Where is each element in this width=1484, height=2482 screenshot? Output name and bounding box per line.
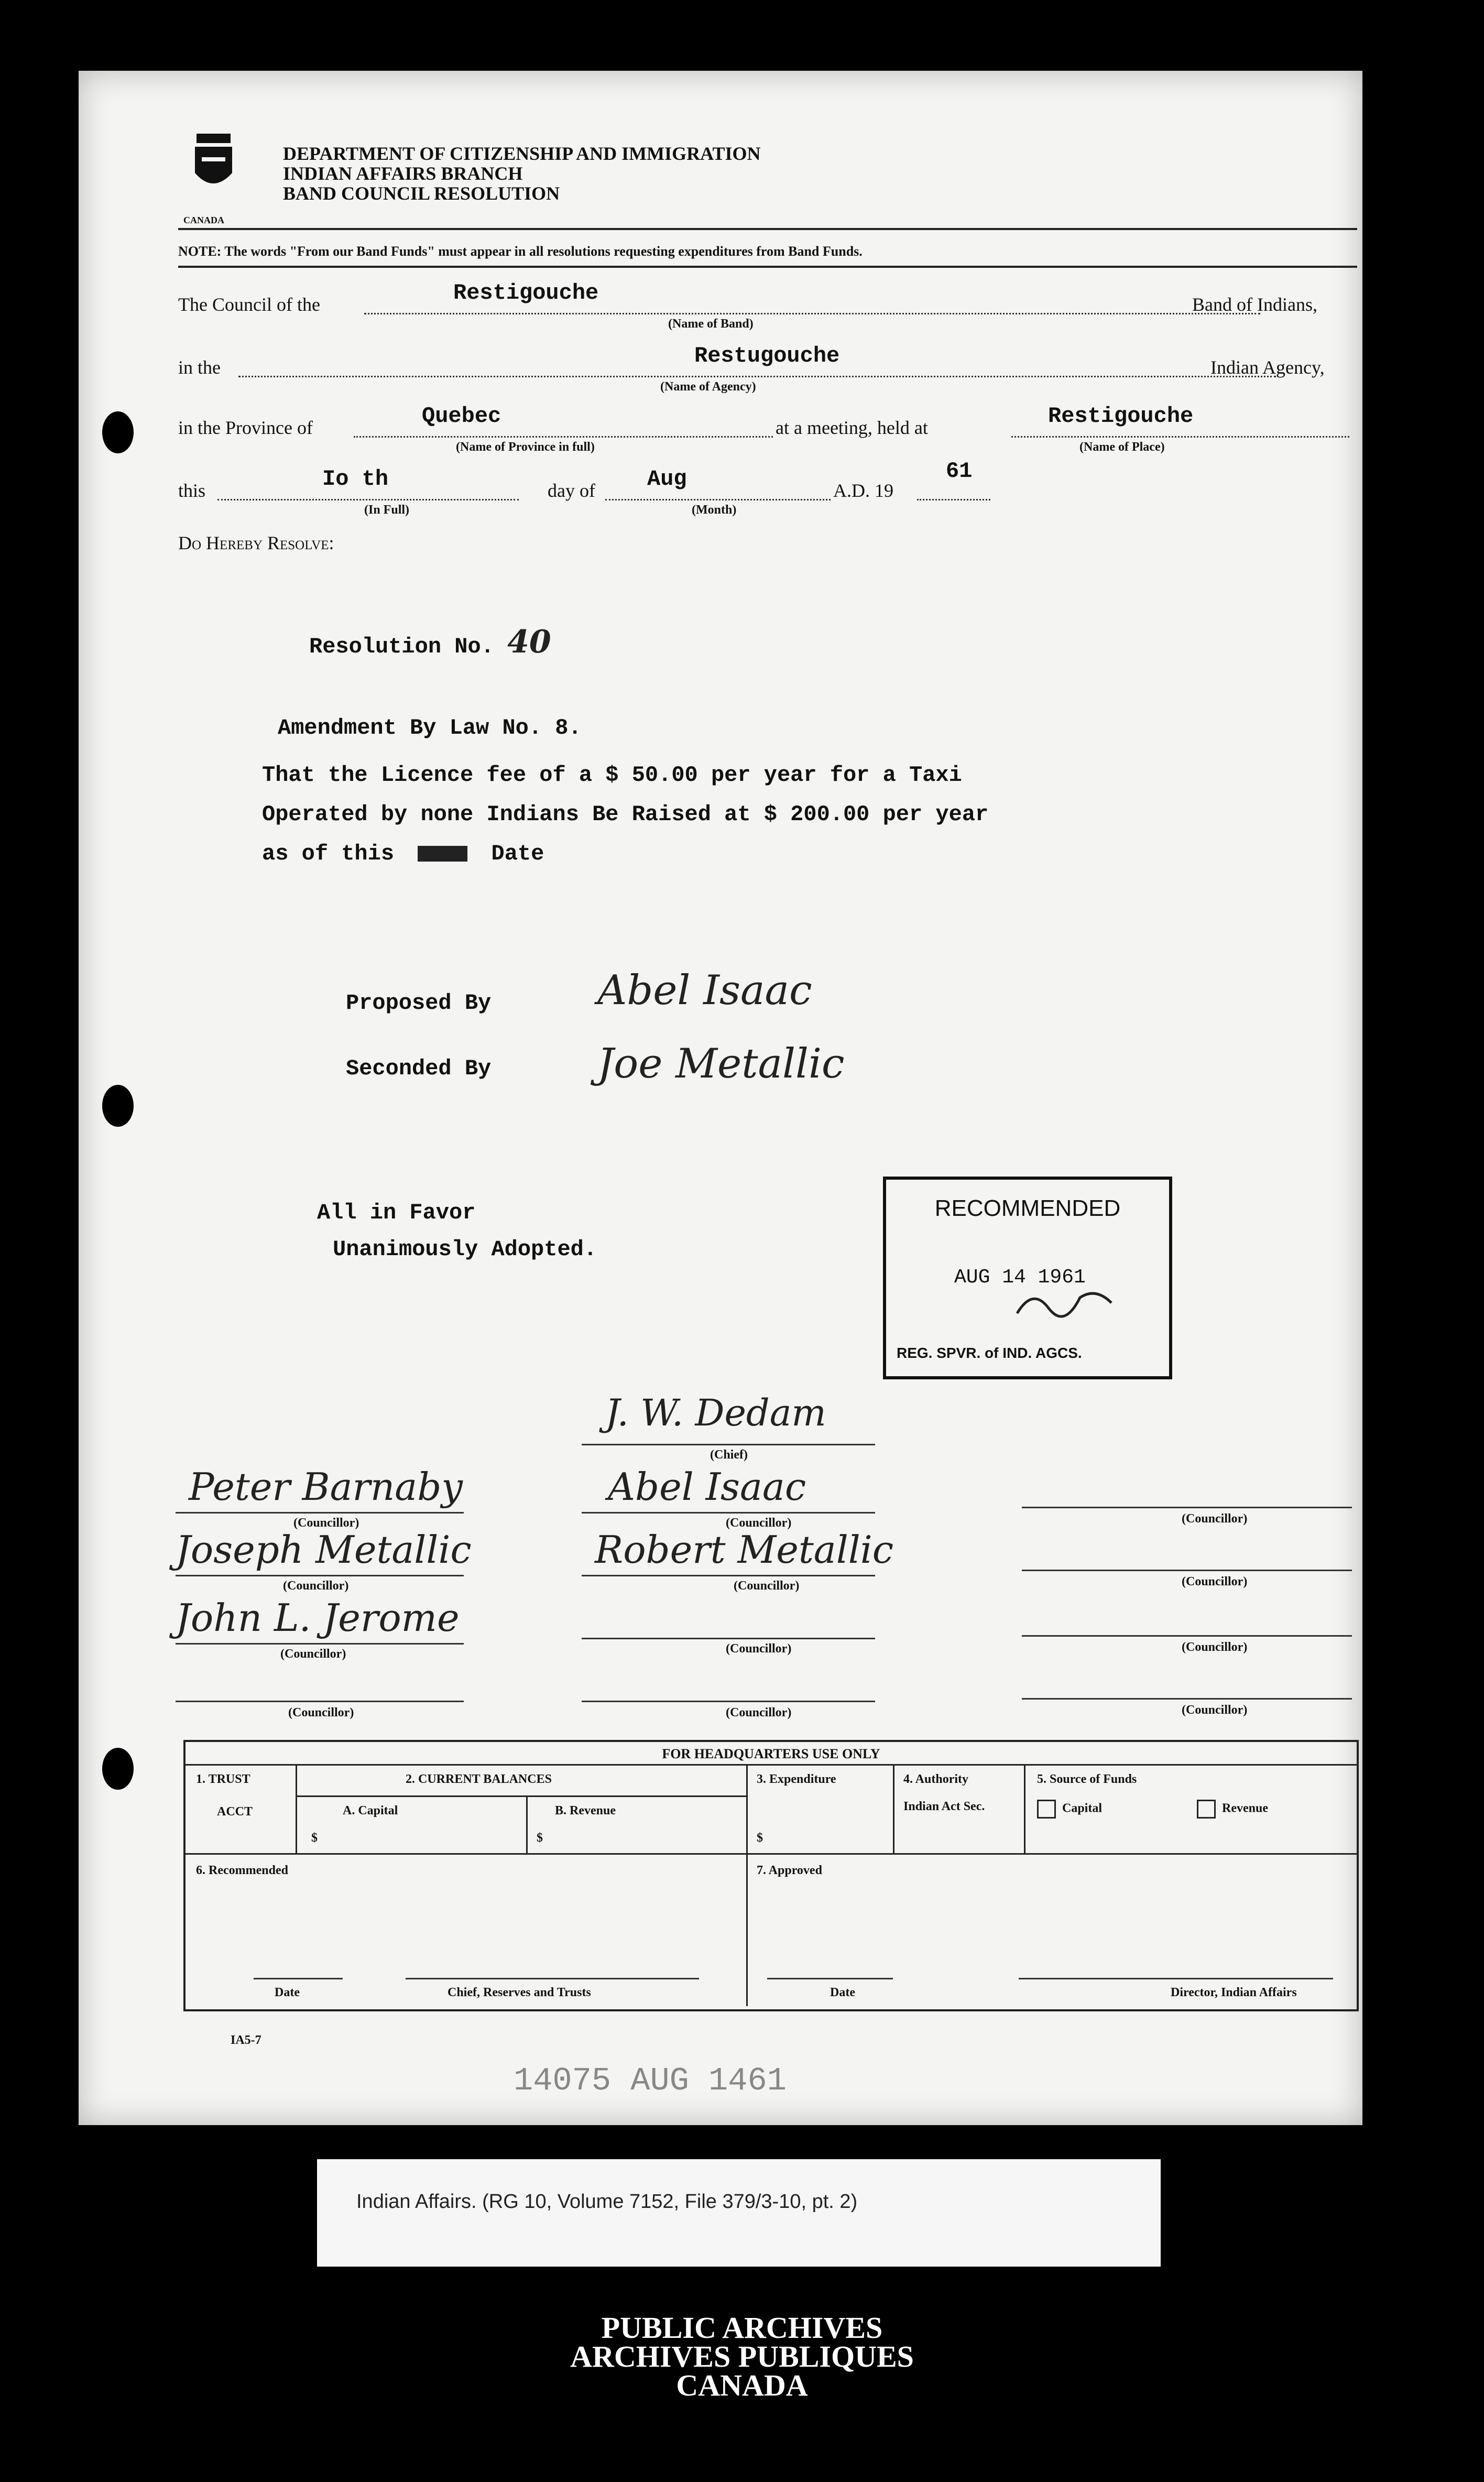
revenue-checkbox[interactable]: [1197, 1800, 1216, 1819]
councillor-caption: (Councillor): [726, 1642, 792, 1656]
place-value: Restigouche: [1048, 404, 1194, 429]
director-label: Director, Indian Affairs: [1171, 1986, 1297, 1999]
resolution-body-1: That the Licence fee of a $ 50.00 per year for a Taxi: [262, 763, 962, 788]
col-divider: [746, 1764, 748, 2006]
month-value: Aug: [647, 466, 687, 492]
stamp-date: AUG 14 1961: [954, 1266, 1086, 1289]
hq-table-title: FOR HEADQUARTERS USE ONLY: [662, 1746, 880, 1761]
councillor-line: [1022, 1570, 1352, 1571]
agency-value: Restugouche: [694, 343, 840, 368]
capital-dollar: $: [311, 1831, 318, 1845]
divider: [178, 266, 1357, 268]
councillor-caption: (Councillor): [1182, 1512, 1248, 1526]
archive-reference: Indian Affairs. (RG 10, Volume 7152, File 379/3-10, pt. 2): [356, 2191, 858, 2213]
acct-label: ACCT: [217, 1805, 253, 1819]
province-value: Quebec: [422, 404, 501, 429]
archives-line-1: PUBLIC ARCHIVES: [601, 2311, 883, 2345]
band-suffix: Band of Indians,: [1192, 294, 1317, 315]
chief-line: [582, 1444, 875, 1445]
councillor-line: [176, 1701, 464, 1702]
header-department: DEPARTMENT OF CITIZENSHIP AND IMMIGRATION: [283, 143, 761, 164]
band-name-value: Restigouche: [453, 280, 599, 306]
chief-reserves-label: Chief, Reserves and Trusts: [448, 1986, 591, 1999]
source-capital[interactable]: Capital: [1037, 1800, 1102, 1819]
chief-reserves-line: [406, 1978, 699, 1979]
hq-use-table: [183, 1740, 1359, 2011]
archive-label: [317, 2159, 1161, 2267]
header-title: BAND COUNCIL RESOLUTION: [283, 183, 560, 204]
band-caption: (Name of Band): [668, 317, 754, 331]
councillor-caption: (Councillor): [734, 1579, 800, 1593]
unanimously-adopted: Unanimously Adopted.: [333, 1237, 597, 1262]
agency-suffix: Indian Agency,: [1210, 357, 1325, 378]
expenditure-label: 3. Expenditure: [757, 1772, 836, 1786]
ad-label: A.D. 19: [833, 480, 893, 501]
councillor-signature-5: John L. Jerome: [176, 1596, 460, 1640]
trust-label: 1. TRUST: [196, 1772, 250, 1786]
councillor-line: [582, 1701, 875, 1702]
council-of-label: The Council of the: [178, 294, 320, 315]
province-line: [354, 436, 773, 438]
stamp-signature-icon: [1012, 1277, 1117, 1329]
capital-label: A. Capital: [343, 1804, 398, 1817]
archives-line-3: CANADA: [676, 2368, 808, 2402]
councillor-caption: (Councillor): [1182, 1575, 1248, 1588]
canada-crest-icon: [189, 128, 238, 207]
in-the-label: in the: [178, 357, 221, 378]
punch-hole: [102, 1748, 134, 1790]
councillor-caption: (Councillor): [726, 1516, 792, 1530]
resolution-number-label: Resolution No. 40: [309, 624, 551, 660]
councillor-signature-3: Joseph Metallic: [176, 1528, 472, 1572]
capital-checkbox[interactable]: [1037, 1800, 1056, 1819]
province-label: in the Province of: [178, 417, 313, 438]
councillor-caption: (Councillor): [1182, 1640, 1248, 1654]
councillor-signature-4: Robert Metallic: [595, 1528, 894, 1572]
indian-act-label: Indian Act Sec.: [903, 1800, 985, 1813]
councillor-caption: (Councillor): [283, 1579, 349, 1593]
chief-signature: J. W. Dedam: [605, 1391, 826, 1434]
director-line: [1019, 1978, 1333, 1979]
resolution-body-2: Operated by none Indians Be Raised at $ 200.00 per year: [262, 802, 989, 827]
table-rule: [296, 1795, 746, 1797]
col-divider: [526, 1797, 528, 1853]
agency-caption: (Name of Agency): [660, 380, 756, 394]
punch-hole: [102, 411, 134, 453]
councillor-line: [176, 1575, 464, 1576]
councillor-line: [176, 1643, 464, 1645]
councillor-line: [1022, 1635, 1352, 1637]
agency-line: [238, 376, 1276, 377]
councillor-line: [582, 1638, 875, 1639]
this-label: this: [178, 480, 206, 501]
all-in-favor: All in Favor: [317, 1200, 476, 1225]
stamp-title: RECOMMENDED: [934, 1195, 1121, 1221]
resolution-number-value: 40: [507, 624, 551, 660]
recommended-label: 6. Recommended: [196, 1864, 288, 1877]
province-caption: (Name of Province in full): [456, 440, 595, 454]
table-rule: [186, 1764, 1357, 1766]
seconded-label: Seconded By: [346, 1056, 492, 1081]
authority-label: 4. Authority: [903, 1772, 969, 1786]
councillor-caption: (Councillor): [293, 1516, 359, 1530]
source-label: 5. Source of Funds: [1037, 1772, 1137, 1786]
councillor-caption: (Councillor): [726, 1706, 792, 1719]
proposed-label: Proposed By: [346, 990, 492, 1016]
councillor-line: [582, 1512, 875, 1514]
day-of-label: day of: [548, 480, 595, 501]
resolution-body-3: as of this Date: [262, 841, 544, 866]
recommended-stamp: [883, 1177, 1172, 1379]
councillor-line: [176, 1512, 464, 1514]
funds-note: NOTE: The words "From our Band Funds" must appear in all resolutions requesting expenditures from Band Funds.: [178, 244, 863, 259]
col-divider: [893, 1764, 894, 1853]
revenue-label: B. Revenue: [555, 1804, 616, 1817]
redacted-mark: [418, 846, 467, 862]
place-caption: (Name of Place): [1079, 440, 1165, 454]
chief-caption: (Chief): [710, 1448, 748, 1462]
amendment-line: Amendment By Law No. 8.: [278, 715, 582, 741]
month-caption: (Month): [692, 503, 737, 517]
form-code: IA5-7: [231, 2033, 261, 2047]
year-value: 61: [946, 459, 973, 484]
col-divider: [296, 1764, 297, 1853]
document-page: [79, 71, 1362, 2125]
day-line: [217, 499, 519, 500]
year-line: [917, 499, 990, 500]
revenue-dollar: $: [537, 1831, 543, 1845]
punch-hole: [102, 1085, 134, 1127]
meeting-label: at a meeting, held at: [776, 417, 928, 438]
archives-line-2: ARCHIVES PUBLIQUES: [570, 2339, 914, 2374]
stamp-footer: REG. SPVR. of IND. AGCS.: [897, 1345, 1082, 1361]
councillor-caption: (Councillor): [280, 1647, 346, 1661]
councillor-line: [1022, 1507, 1352, 1508]
divider: [178, 228, 1357, 230]
expenditure-dollar: $: [757, 1831, 763, 1845]
councillor-caption: (Councillor): [288, 1706, 354, 1719]
proposed-signature: Abel Isaac: [597, 967, 812, 1014]
received-stamp: 14075 AUG 1461: [514, 2062, 787, 2099]
councillor-signature-1: Peter Barnaby: [189, 1465, 463, 1509]
approved-label: 7. Approved: [757, 1864, 822, 1877]
day-value: Io th: [322, 466, 389, 492]
crest-label: CANADA: [183, 215, 224, 225]
seconded-signature: Joe Metallic: [597, 1040, 845, 1087]
table-rule: [186, 1853, 1357, 1855]
band-line: [364, 313, 1260, 314]
month-line: [605, 499, 831, 500]
header-branch: INDIAN AFFAIRS BRANCH: [283, 163, 523, 184]
resolve-label: Do Hereby Resolve:: [178, 532, 334, 553]
balances-label: 2. CURRENT BALANCES: [406, 1772, 552, 1786]
councillor-line: [1022, 1698, 1352, 1700]
date-line: [767, 1978, 893, 1979]
councillor-signature-2: Abel Isaac: [608, 1465, 806, 1509]
date-label-2: Date: [830, 1986, 855, 1999]
councillor-caption: (Councillor): [1182, 1703, 1248, 1717]
col-divider: [1024, 1764, 1025, 1853]
councillor-line: [582, 1575, 875, 1576]
place-line: [1011, 436, 1349, 438]
date-label-1: Date: [275, 1986, 300, 1999]
day-caption: (In Full): [364, 503, 410, 517]
source-revenue[interactable]: Revenue: [1197, 1800, 1268, 1819]
date-line: [254, 1978, 343, 1979]
